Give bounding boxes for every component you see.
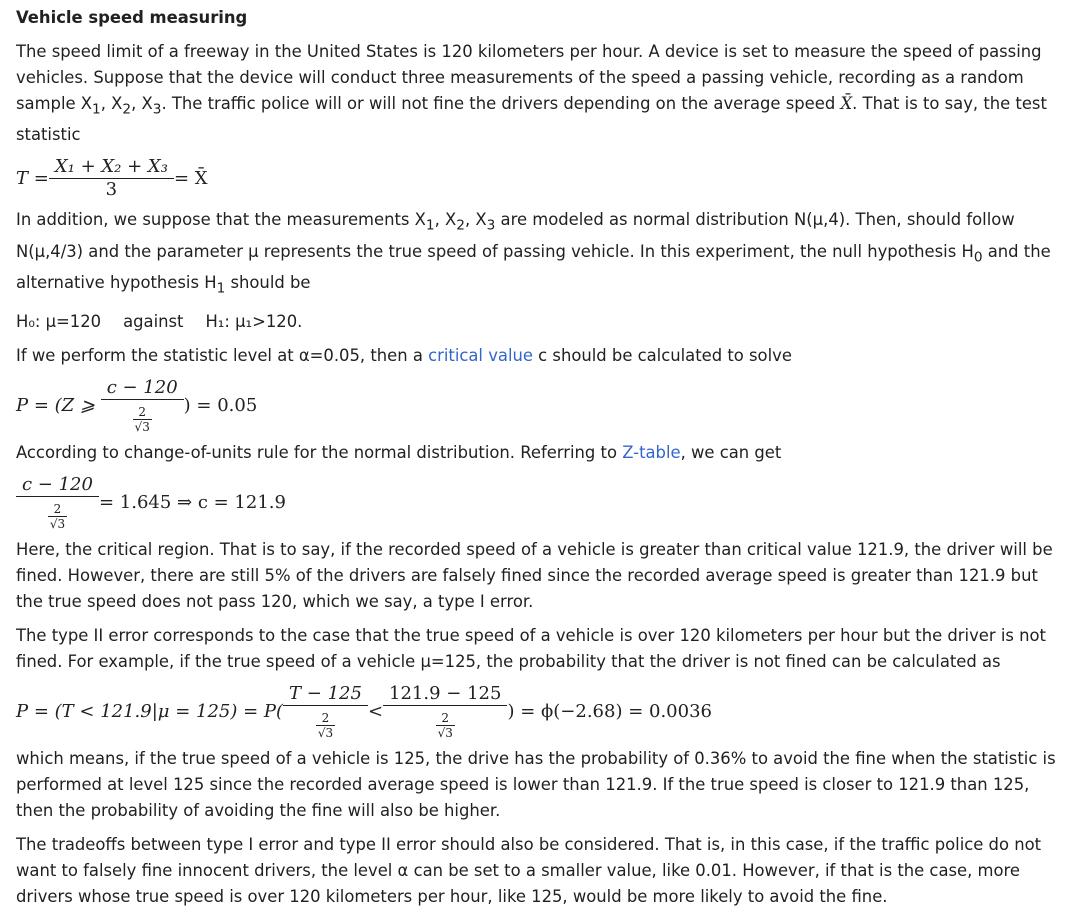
null-hypothesis: H₀: μ=120 (16, 312, 102, 332)
against-label: against (123, 312, 184, 332)
equation-alpha: P = (Z ⩾ $\frac{c - 120}{\frac{2}{√3}}$ ) = 0.05 (16, 377, 258, 435)
hypotheses (16, 309, 1064, 335)
paragraph-interpretation: which means, if the true speed of a vehicle is 125, the drive has the probability of 0.36% to avoid the fine when the statistic is performed at level 125 since the recorded average speed is lower than 121.9. If the true speed is closer to 121.9 than 125, then the probability of avoiding the fine will also be higher. (16, 749, 1056, 821)
xbar-symbol: X̄ (840, 94, 853, 113)
equation-type2: P = (T < 121.9|μ = 125) = P( $\frac{T - 125}{\frac{2}{√3}}$ < $\frac{121.9 - 125}{\frac{2}{√3}}$ ) = ϕ(−2.68) = 0.0036 (16, 683, 712, 741)
paragraph-tradeoffs: The tradeoffs between type I error and type II error should also be considered. That is, in this case, if the traffic police do not want to falsely fine innocent drivers, the level α can be set to a smaller value, like 0.01. However, if that is the case, more drivers whose true speed is over 120 kilometers per hour, like 125, would be more likely to avoid the fine. (16, 835, 1042, 907)
equation-critical-value: $\frac{c - 120}{\frac{2}{√3}}$ = 1.645 ⇒ c = 121.9 (16, 474, 1064, 531)
paragraph-critical: If we perform the statistic level at α=0.05, then a critical value c should be calculated to solve (16, 346, 792, 366)
section-title: Vehicle speed measuring (16, 8, 248, 27)
paragraph-intro: The speed limit of a freeway in the United States is 120 kilometers per hour. A device is set to measure the speed of passing vehicles. Suppose that the device will conduct three measurements of the speed a passing vehicle, recording as a random sample $X_1$, $X_2$, $X_3$. The traffic police will or will not fine the drivers depending on the average speed X̄. That is to say, the test statistic (16, 42, 1047, 145)
paragraph-model: In addition, we suppose that the measurements $X_1$, $X_2$, $X_3$ are modeled as normal distribution N(μ,4). Then, should follow N(μ,4/3) and the parameter μ represents the true speed of passing vehicle. In this experiment, the null hypothesis $H_0$ and the alternative hypothesis $H_1$ should be (16, 210, 1051, 297)
critical-value-link[interactable]: critical value (428, 346, 533, 366)
paragraph-type2: The type II error corresponds to the case that the true speed of a vehicle is over 120 kilometers per hour but the driver is not fined. For example, if the true speed of a vehicle μ=125, the probability that the driver is not fined can be calculated as (16, 626, 1046, 672)
paragraph-type1: Here, the critical region. That is to say, if the recorded speed of a vehicle is greater than critical value 121.9, the driver will be fined. However, there are still 5% of the drivers are falsely fined since the recorded average speed is greater than 121.9 but the true speed does not pass 120, which we say, a type I error. (16, 540, 1053, 612)
equation-test-statistic: T = $\frac{\text{X₁ + X₂ + X₃}}{3}$ = X̄ (16, 156, 208, 201)
paragraph-ztable: According to change-of-units rule for the normal distribution. Referring to Z-table, we can get (16, 443, 782, 463)
z-table-link[interactable]: Z-table (622, 443, 681, 463)
alternative-hypothesis: H₁: μ₁>120. (205, 312, 303, 332)
